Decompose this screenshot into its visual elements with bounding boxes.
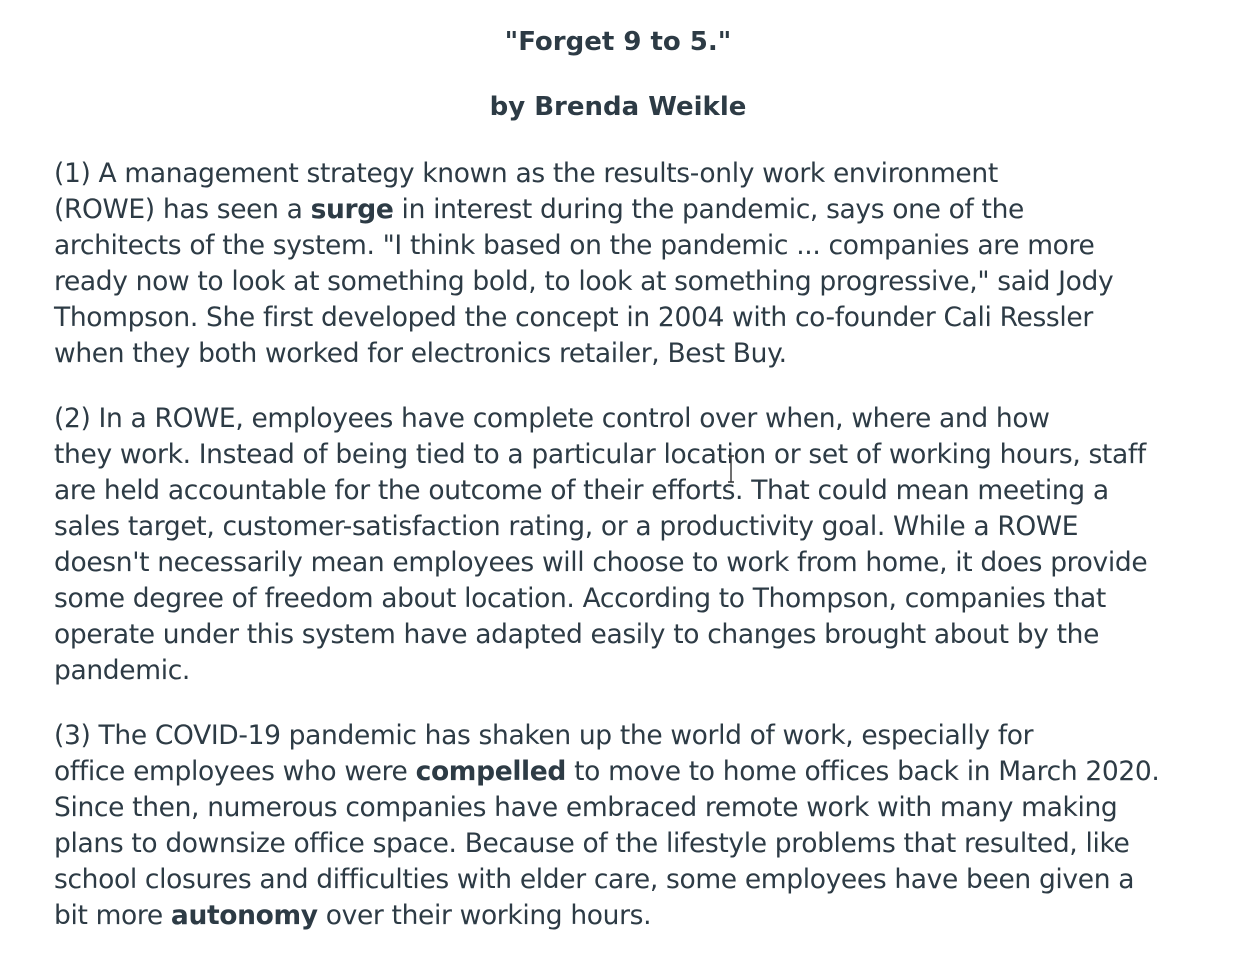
paragraph-line: (3) The COVID-19 pandemic has shaken up the world of work, especially for	[54, 720, 1034, 751]
paragraph-line: Thompson. She first developed the concept in 2004 with co-founder Cali Ressler	[54, 302, 1093, 333]
paragraph-line: Since then, numerous companies have embraced remote work with many making	[54, 792, 1118, 823]
paragraph-line: are held accountable for the outcome of their efforts. That could mean meeting a	[54, 475, 1109, 506]
paragraph-line: bit more autonomy over their working hours.	[54, 900, 652, 931]
article-byline: by Brenda Weikle	[489, 92, 747, 122]
paragraph-line: architects of the system. "I think based on the pandemic ... companies are more	[54, 230, 1095, 261]
paragraph-line: doesn't necessarily mean employees will choose to work from home, it does provide	[54, 547, 1148, 578]
paragraph-line: office employees who were compelled to move to home offices back in March 2020.	[54, 756, 1160, 787]
paragraph-3	[54, 718, 1234, 934]
paragraph-line: ready now to look at something bold, to look at something progressive," said Jody	[54, 266, 1114, 297]
vocab-word-surge: surge	[310, 194, 394, 225]
vocab-word-compelled: compelled	[415, 756, 567, 787]
paragraph-line: (ROWE) has seen a surge in interest during the pandemic, says one of the	[54, 194, 1024, 225]
paragraph-line: sales target, customer-satisfaction rating, or a productivity goal. While a ROWE	[54, 511, 1079, 542]
paragraph-2	[54, 401, 1234, 689]
text-cursor-icon	[726, 455, 736, 483]
paragraph-line: plans to downsize office space. Because of the lifestyle problems that resulted, like	[54, 828, 1130, 859]
paragraph-line: (2) In a ROWE, employees have complete control over when, where and how	[54, 403, 1050, 434]
vocab-word-autonomy: autonomy	[170, 900, 318, 931]
paragraph-line: school closures and difficulties with elder care, some employees have been given a	[54, 864, 1135, 895]
paragraph-line: some degree of freedom about location. According to Thompson, companies that	[54, 583, 1106, 614]
paragraph-1	[54, 156, 1234, 372]
paragraph-line: (1) A management strategy known as the results-only work environment	[54, 158, 998, 189]
paragraph-line: operate under this system have adapted easily to changes brought about by the	[54, 619, 1100, 650]
article-title: "Forget 9 to 5."	[504, 27, 732, 57]
paragraph-line: when they both worked for electronics retailer, Best Buy.	[54, 338, 787, 369]
paragraph-line: pandemic.	[54, 655, 191, 686]
paragraph-line: they work. Instead of being tied to a particular location or set of working hours, staff	[54, 439, 1146, 470]
